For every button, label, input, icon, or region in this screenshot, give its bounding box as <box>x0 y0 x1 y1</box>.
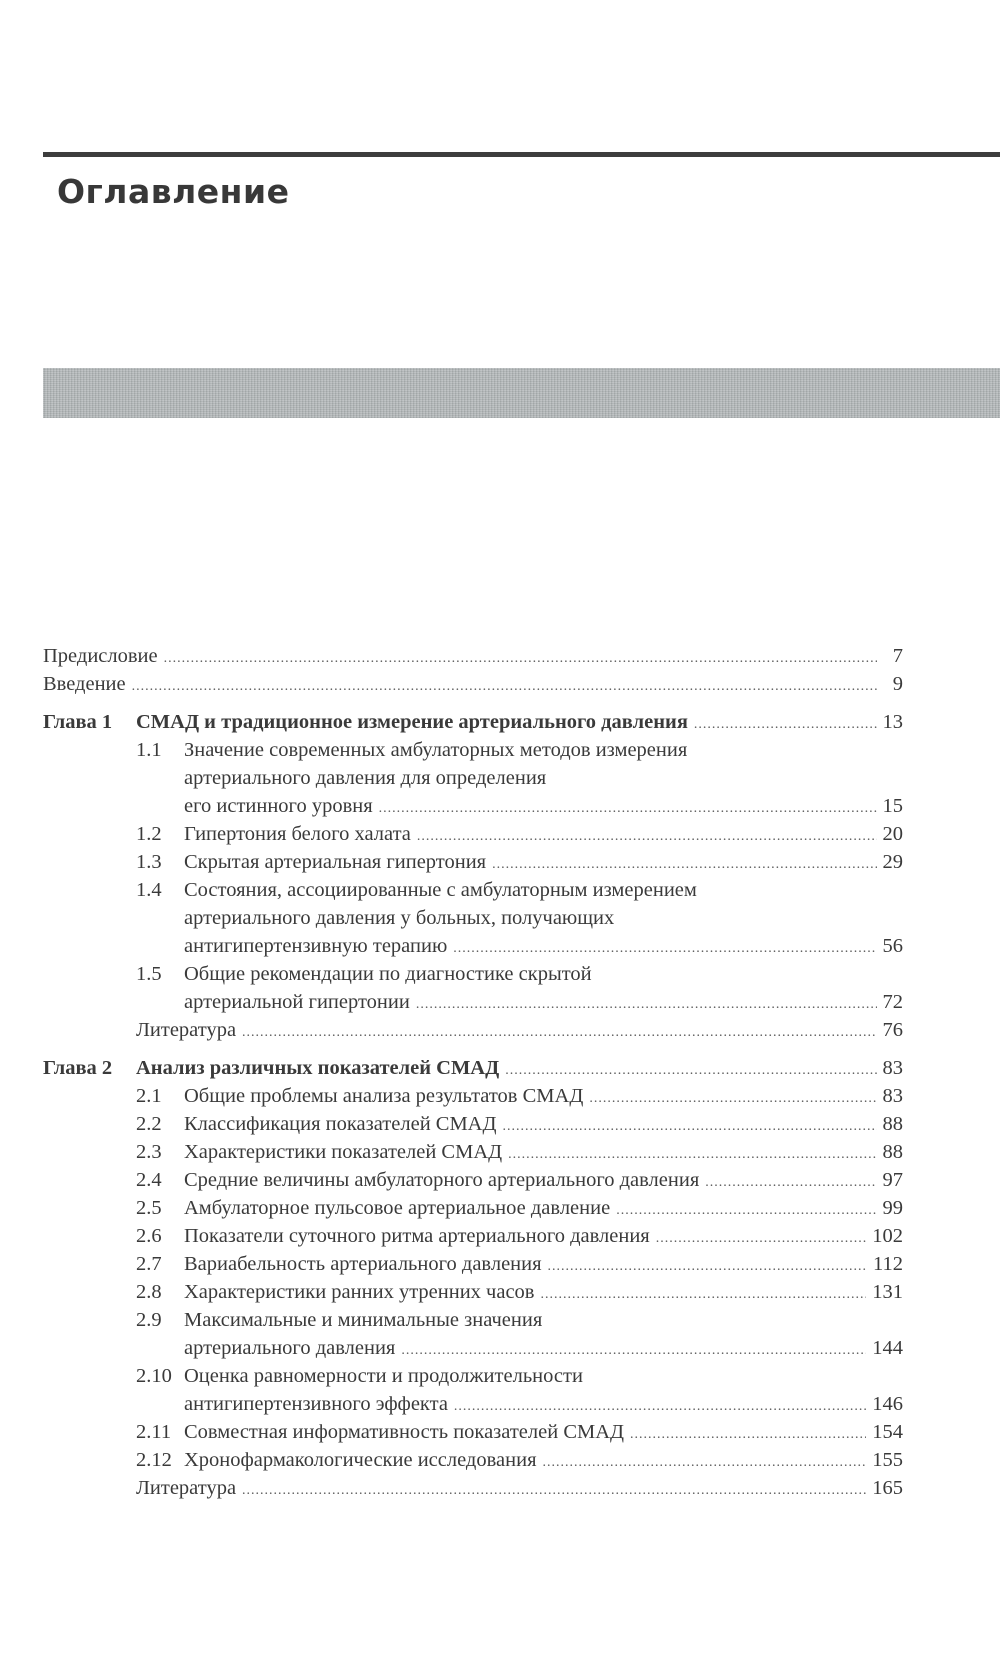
toc-page-number: 15 <box>882 795 903 817</box>
section-title-line: антигипертензивного эффекта <box>184 1393 448 1415</box>
toc-page-number: 99 <box>882 1197 903 1219</box>
section-number: 2.12 <box>136 1449 172 1471</box>
section-title-line: Оценка равномерности и продолжительности <box>184 1365 583 1387</box>
section-number: 2.5 <box>136 1197 162 1219</box>
dot-leader <box>492 851 876 879</box>
section-title-line: артериального давления у больных, получающих <box>184 907 615 929</box>
dot-leader <box>379 795 877 823</box>
section-number: 2.3 <box>136 1141 162 1163</box>
dot-leader <box>705 1169 876 1197</box>
toc-page-number: 88 <box>882 1141 903 1163</box>
toc-references-chapter-1[interactable] <box>43 1016 903 1044</box>
page-title: Оглавление <box>57 172 290 211</box>
toc-page-number: 13 <box>882 711 903 733</box>
section-title-line: артериальной гипертонии <box>184 991 410 1013</box>
toc-section-1-4[interactable] <box>43 876 903 960</box>
dot-leader <box>453 935 876 963</box>
toc-page-number: 72 <box>882 991 903 1013</box>
dot-leader <box>543 1449 867 1477</box>
toc-section-1-5[interactable] <box>43 960 903 1016</box>
section-number: 1.1 <box>136 739 162 761</box>
section-title: Показатели суточного ритма артериального давления <box>184 1225 650 1247</box>
dot-leader <box>454 1393 866 1421</box>
toc-page-number: 102 <box>872 1225 903 1247</box>
section-title: Хронофармакологические исследования <box>184 1449 537 1471</box>
dot-leader <box>589 1085 876 1113</box>
toc-section-1-3[interactable] <box>43 848 903 876</box>
section-title-line: Состояния, ассоциированные с амбулаторным измерением <box>184 879 697 901</box>
section-number: 2.2 <box>136 1113 162 1135</box>
toc-page-number: 83 <box>882 1057 903 1079</box>
section-title-line: артериального давления для определения <box>184 767 547 789</box>
section-number: 1.5 <box>136 963 162 985</box>
top-rule <box>43 152 1000 157</box>
section-title: Совместная информативность показателей СМАД <box>184 1421 625 1443</box>
toc-section-2-5[interactable] <box>43 1194 903 1222</box>
toc-references-chapter-2[interactable] <box>43 1474 903 1502</box>
toc-page-number: 56 <box>882 935 903 957</box>
dot-leader <box>694 711 877 739</box>
toc-entry-title: Введение <box>43 673 126 695</box>
toc-section-2-7[interactable] <box>43 1250 903 1278</box>
section-number: 2.8 <box>136 1281 162 1303</box>
dot-leader <box>401 1337 866 1365</box>
section-number: 2.1 <box>136 1085 162 1107</box>
toc-page-number: 7 <box>892 645 903 667</box>
toc-section-2-3[interactable] <box>43 1138 903 1166</box>
dot-leader <box>540 1281 866 1309</box>
toc-section-2-9[interactable] <box>43 1306 903 1362</box>
toc-page-number: 154 <box>872 1421 903 1443</box>
section-title: Гипертония белого халата <box>184 823 411 845</box>
dot-leader <box>548 1253 867 1281</box>
section-title: Общие проблемы анализа результатов СМАД <box>184 1085 584 1107</box>
section-number: 2.7 <box>136 1253 162 1275</box>
toc-page-number: 146 <box>872 1393 903 1415</box>
chapter-label: Глава 1 <box>43 711 113 733</box>
toc-page-number: 155 <box>872 1449 903 1471</box>
dot-leader <box>656 1225 867 1253</box>
section-title: Характеристики ранних утренних часов <box>184 1281 535 1303</box>
toc-section-2-6[interactable] <box>43 1222 903 1250</box>
section-title-line: Максимальные и минимальные значения <box>184 1309 543 1331</box>
section-number: 1.2 <box>136 823 162 845</box>
dot-leader <box>416 991 877 1019</box>
section-title: Средние величины амбулаторного артериального давления <box>184 1169 700 1191</box>
toc-page-number: 144 <box>872 1337 903 1359</box>
dot-leader <box>417 823 877 851</box>
dot-leader <box>508 1141 876 1169</box>
section-title: Характеристики показателей СМАД <box>184 1141 503 1163</box>
chapter-title: Анализ различных показателей СМАД <box>136 1057 500 1079</box>
toc-section-2-2[interactable] <box>43 1110 903 1138</box>
dot-leader <box>242 1477 866 1505</box>
toc-chapter-2[interactable] <box>43 1054 903 1082</box>
section-number: 2.10 <box>136 1365 172 1387</box>
section-number: 2.9 <box>136 1309 162 1331</box>
dot-leader <box>242 1019 876 1047</box>
toc-page-number: 83 <box>882 1085 903 1107</box>
toc-page-number: 76 <box>882 1019 903 1041</box>
section-title: Скрытая артериальная гипертония <box>184 851 487 873</box>
section-title-line: артериального давления <box>184 1337 396 1359</box>
toc-page-number: 112 <box>873 1253 903 1275</box>
section-number: 2.6 <box>136 1225 162 1247</box>
toc-entry-preface[interactable] <box>43 642 903 670</box>
chapter-label: Глава 2 <box>43 1057 113 1079</box>
section-title: Классификация показателей СМАД <box>184 1113 497 1135</box>
toc-page-number: 88 <box>882 1113 903 1135</box>
dot-leader <box>630 1421 866 1449</box>
toc-section-2-11[interactable] <box>43 1418 903 1446</box>
toc-section-2-8[interactable] <box>43 1278 903 1306</box>
table-of-contents <box>43 642 903 1502</box>
toc-page-number: 131 <box>872 1281 903 1303</box>
toc-entry-introduction[interactable] <box>43 670 903 698</box>
toc-page-number: 97 <box>882 1169 903 1191</box>
toc-page-number: 9 <box>892 673 903 695</box>
toc-page-number: 20 <box>882 823 903 845</box>
toc-section-1-1[interactable] <box>43 736 903 820</box>
section-number: 1.4 <box>136 879 162 901</box>
chapter-title: СМАД и традиционное измерение артериального давления <box>136 711 688 733</box>
toc-section-2-12[interactable] <box>43 1446 903 1474</box>
toc-section-2-1[interactable] <box>43 1082 903 1110</box>
toc-section-1-2[interactable] <box>43 820 903 848</box>
toc-page-number: 165 <box>872 1477 903 1499</box>
dot-leader <box>502 1113 876 1141</box>
section-number: 2.4 <box>136 1169 162 1191</box>
section-number: 2.11 <box>136 1421 172 1443</box>
toc-page-number: 29 <box>882 851 903 873</box>
dot-leader <box>616 1197 876 1225</box>
section-number: 1.3 <box>136 851 162 873</box>
section-title-line: Общие рекомендации по диагностике скрытой <box>184 963 592 985</box>
references-title: Литература <box>136 1477 237 1499</box>
section-title: Вариабельность артериального давления <box>184 1253 542 1275</box>
dot-leader <box>505 1057 876 1085</box>
toc-chapter-1[interactable] <box>43 708 903 736</box>
section-title-line: Значение современных амбулаторных методов измерения <box>184 739 688 761</box>
section-title-line: антигипертензивную терапию <box>184 935 448 957</box>
dot-leader <box>164 645 877 673</box>
dot-leader <box>132 673 877 701</box>
toc-entry-title: Предисловие <box>43 645 158 667</box>
decorative-gray-band <box>43 368 1000 418</box>
toc-section-2-10[interactable] <box>43 1362 903 1418</box>
references-title: Литература <box>136 1019 237 1041</box>
toc-section-2-4[interactable] <box>43 1166 903 1194</box>
section-title-line: его истинного уровня <box>184 795 373 817</box>
section-title: Амбулаторное пульсовое артериальное давление <box>184 1197 611 1219</box>
